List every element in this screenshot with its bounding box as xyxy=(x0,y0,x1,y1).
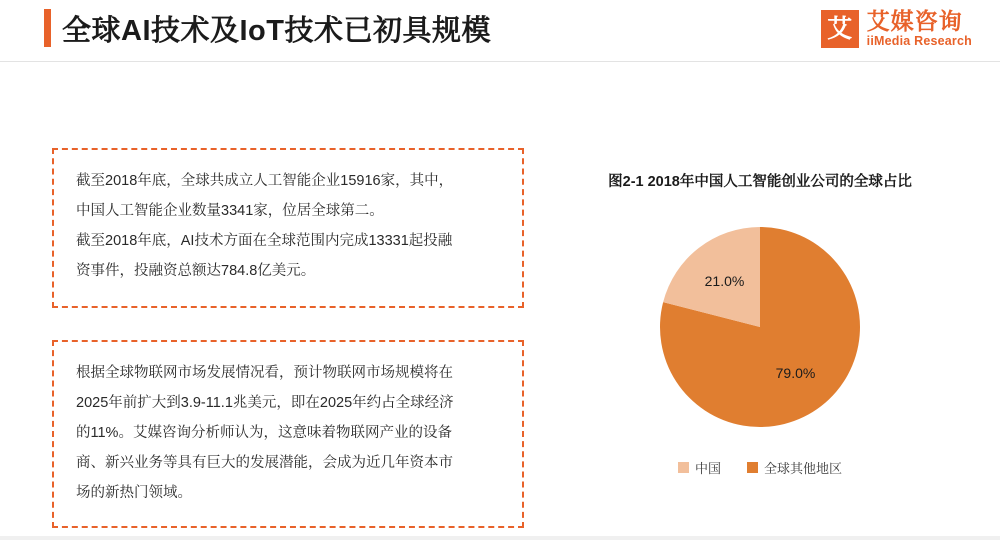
logo-text xyxy=(867,9,972,48)
pie-label-other: 79.0% xyxy=(775,364,816,381)
legend-swatch-icon xyxy=(678,462,689,473)
chart-title: 图2-1 2018年中国人工智能创业公司的全球占比 xyxy=(608,174,912,190)
callout-box-ai-stats xyxy=(52,148,524,308)
callout-line: 中国人工智能企业数量3341家，位居全球第二。 xyxy=(76,203,384,219)
pie-chart-panel xyxy=(545,170,975,510)
legend-item-china[interactable] xyxy=(678,458,721,477)
brand-logo xyxy=(821,6,972,52)
header xyxy=(0,0,1000,62)
pie-chart-svg xyxy=(635,210,885,445)
chart-legend xyxy=(545,458,975,477)
legend-swatch-icon xyxy=(747,462,758,473)
header-divider xyxy=(0,61,1000,62)
callout-line: 资事件，投融资总额达784.8亿美元。 xyxy=(76,263,316,279)
pie-label-china: 21.0% xyxy=(704,273,745,290)
page-title: 全球AI技术及IoT技术已初具规模 xyxy=(62,15,491,47)
callout-box-iot-outlook xyxy=(52,340,524,528)
pie-chart xyxy=(545,210,975,445)
legend-label-other: 全球其他地区 xyxy=(764,461,843,476)
legend-item-other[interactable] xyxy=(747,458,842,477)
callout-line: 商、新兴业务等具有巨大的发展潜能，会成为近几年资本市 xyxy=(76,455,453,471)
legend-label-china: 中国 xyxy=(694,461,721,476)
callout-line: 截至2018年底，全球共成立人工智能企业15916家，其中， xyxy=(76,173,454,189)
callout-line: 场的新热门领域。 xyxy=(76,485,192,501)
callout-line: 根据全球物联网市场发展情况看，预计物联网市场规模将在 xyxy=(76,365,453,381)
logo-text-en: iiMedia Research xyxy=(866,33,972,48)
callout-line: 的11%。艾媒咨询分析师认为，这意味着物联网产业的设备 xyxy=(76,425,452,441)
title-accent-bar xyxy=(44,9,51,47)
logo-mark-icon: 艾 xyxy=(821,10,859,48)
footer-divider xyxy=(0,536,1000,540)
callout-line: 截至2018年底，AI技术方面在全球范围内完成13331起投融 xyxy=(76,233,453,249)
callout-line: 2025年前扩大到3.9-11.1兆美元，即在2025年约占全球经济 xyxy=(76,395,454,411)
logo-text-cn: 艾媒咨询 xyxy=(866,8,963,35)
